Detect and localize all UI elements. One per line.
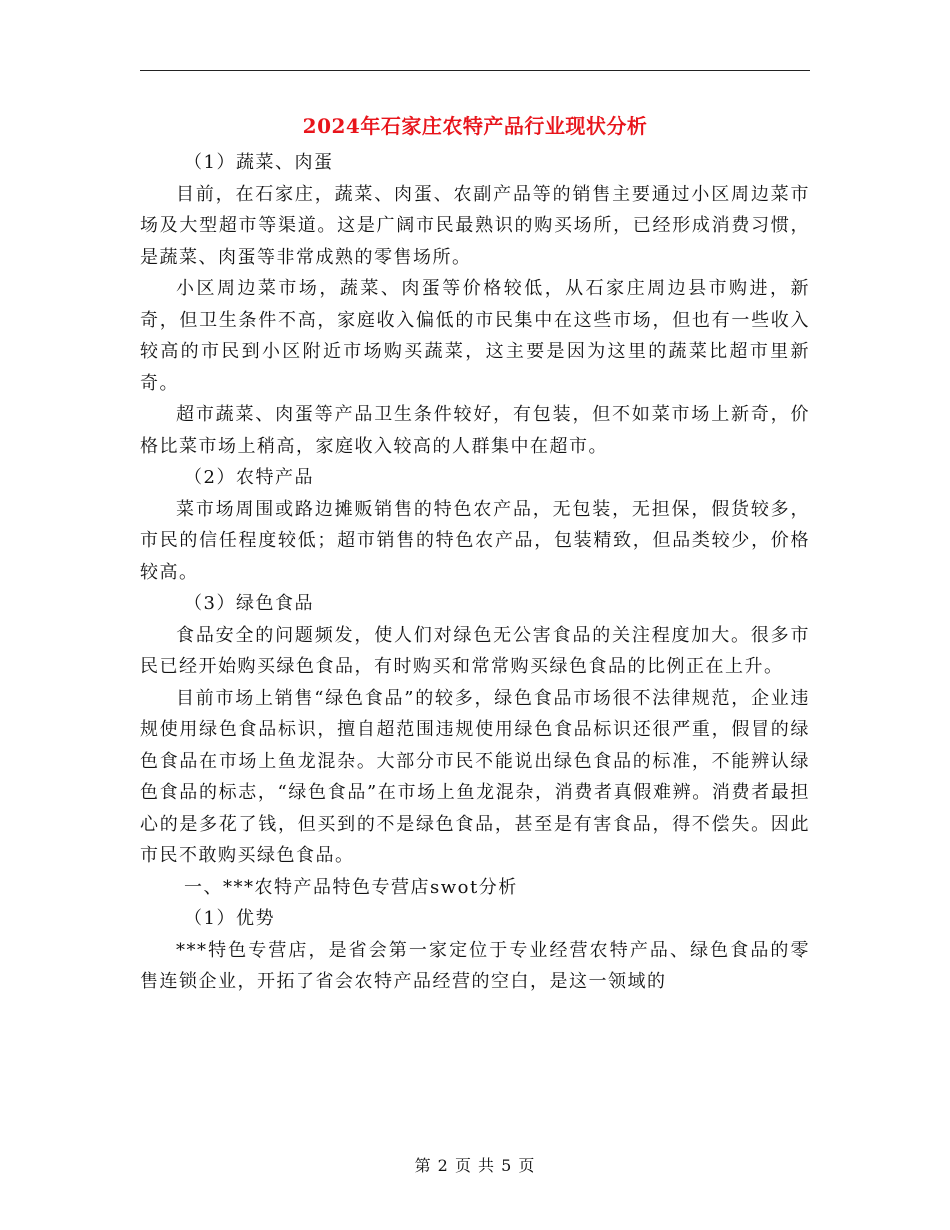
section-heading-strengths: （1）优势 bbox=[184, 908, 275, 929]
section-heading-vegetables-meat-eggs: （1）蔬菜、肉蛋 bbox=[184, 152, 334, 173]
body-paragraph: 小区周边菜市场，蔬菜、肉蛋等价格较低，从石家庄周边县市购进，新奇，但卫生条件不高，家庭收入偏低的市民集中在这些市场，但也有一些收入较高的市民到小区附近市场购买蔬菜，这主要是因为这里的蔬菜比超市里新奇。 bbox=[140, 278, 810, 394]
body-paragraph: 目前市场上销售“绿色食品”的较多，绿色食品市场很不法律规范，企业违规使用绿色食品标识，擅自超范围违规使用绿色食品标识还很严重，假冒的绿色食品在市场上鱼龙混杂。大部分市民不能说出绿色食品的标准，不能辨认绿色食品的标志，“绿色食品”在市场上鱼龙混杂，消费者真假难辨。消费者最担心的是多花了钱，但买到的不是绿色食品，甚至是有害食品，得不偿失。因此市民不敢购买绿色食品。 bbox=[140, 687, 810, 866]
section-heading-swot: 一、***农特产品特色专营店swot分析 bbox=[184, 876, 518, 898]
body-paragraph: 超市蔬菜、肉蛋等产品卫生条件较好，有包装，但不如菜市场上新奇，价格比菜市场上稍高，家庭收入较高的人群集中在超市。 bbox=[140, 404, 810, 457]
page-footer: 第 2 页 共 5 页 bbox=[414, 1156, 536, 1175]
document-body bbox=[140, 147, 810, 998]
body-paragraph: 食品安全的问题频发，使人们对绿色无公害食品的关注程度加大。很多市民已经开始购买绿色食品，有时购买和常常购买绿色食品的比例正在上升。 bbox=[140, 624, 810, 677]
section-heading-specialty-products: （2）农特产品 bbox=[184, 467, 314, 488]
page-title: 2024年石家庄农特产品行业现状分析 bbox=[302, 114, 648, 138]
header-rule bbox=[140, 70, 810, 71]
section-heading-green-food: （3）绿色食品 bbox=[184, 593, 314, 614]
body-paragraph: 目前，在石家庄，蔬菜、肉蛋、农副产品等的销售主要通过小区周边菜市场及大型超市等渠道。这是广阔市民最熟识的购买场所，已经形成消费习惯，是蔬菜、肉蛋等非常成熟的零售场所。 bbox=[140, 183, 810, 268]
body-paragraph: 菜市场周围或路边摊贩销售的特色农产品，无包装，无担保，假货较多，市民的信任程度较低；超市销售的特色农产品，包装精致，但品类较少，价格较高。 bbox=[140, 498, 810, 583]
body-paragraph: ***特色专营店，是省会第一家定位于专业经营农特产品、绿色食品的零售连锁企业，开拓了省会农特产品经营的空白，是这一领域的 bbox=[140, 939, 810, 992]
